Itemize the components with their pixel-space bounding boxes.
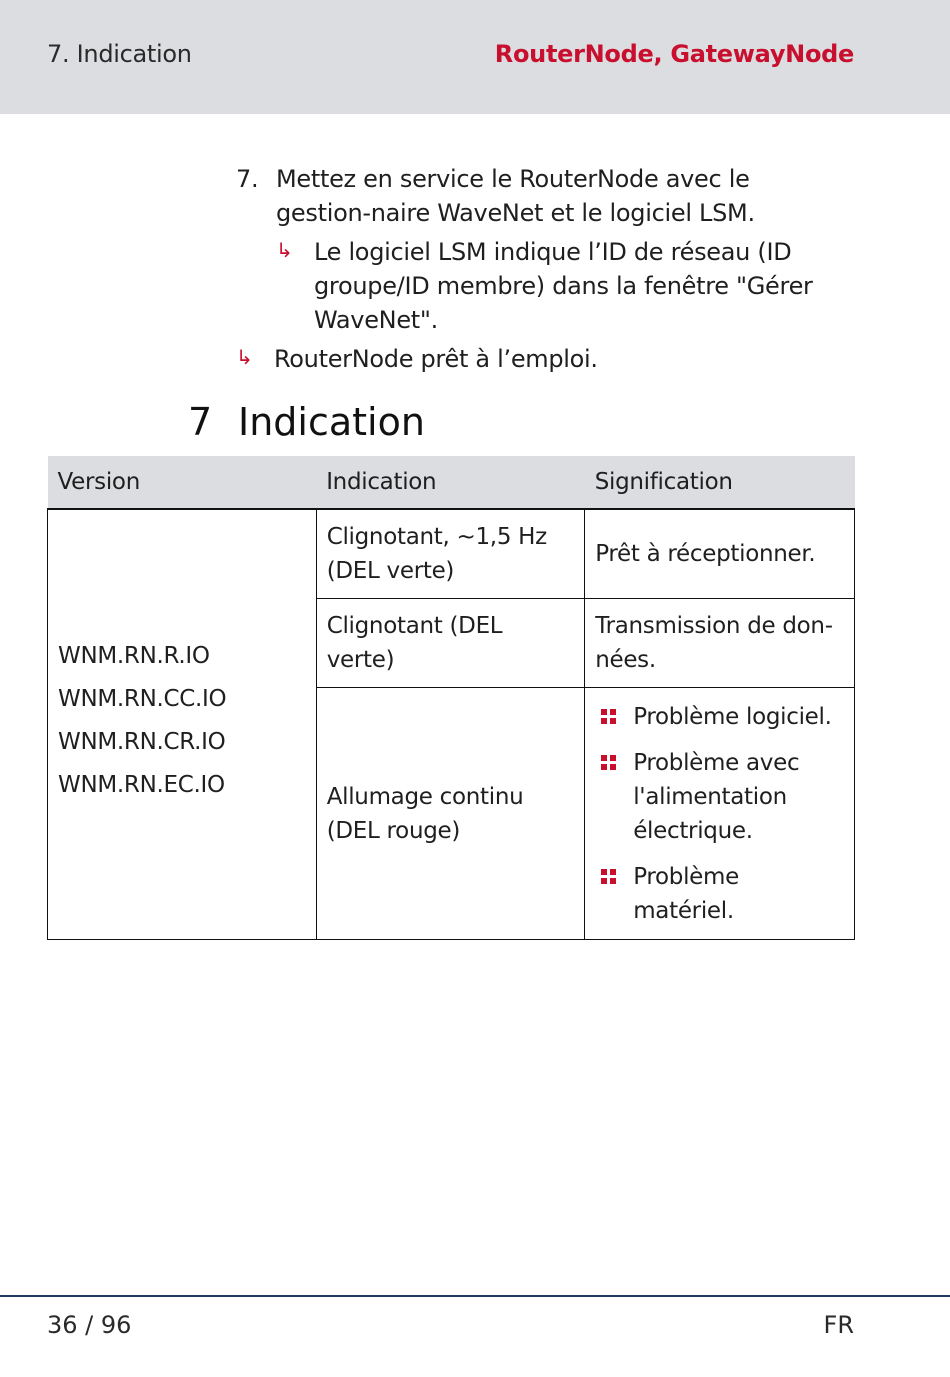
sub-result xyxy=(276,235,836,337)
section-heading xyxy=(188,400,425,444)
column-header-indication: Indication xyxy=(316,456,585,509)
final-result-text: RouterNode prêt à l’emploi. xyxy=(274,345,598,373)
header-product-name: RouterNode, GatewayNode xyxy=(494,40,854,68)
column-header-signification: Signification xyxy=(585,456,855,509)
table-row xyxy=(48,509,855,599)
section-number: 7 xyxy=(188,400,213,444)
version-cell xyxy=(48,509,317,940)
list-item-text: Problème avec l'alimentation électrique. xyxy=(633,749,800,844)
signification-cell xyxy=(585,688,855,940)
step-item xyxy=(236,162,836,337)
step-number: 7. xyxy=(236,165,259,193)
final-result xyxy=(236,342,836,376)
indication-cell: Clignotant (DEL verte) xyxy=(316,599,585,688)
list-item xyxy=(595,746,844,848)
list-item-text: Problème matériel. xyxy=(633,863,739,924)
column-header-version: Version xyxy=(48,456,317,509)
signification-list xyxy=(595,700,844,928)
list-item xyxy=(595,860,844,928)
red-square-bullet-icon xyxy=(601,709,617,725)
sub-result-text: Le logiciel LSM indique l’ID de réseau (ID groupe/ID membre) dans la fenêtre "Gérer WaveNet". xyxy=(314,238,813,334)
version-item: WNM.RN.R.IO xyxy=(58,642,210,669)
header-section-title: 7. Indication xyxy=(47,40,192,68)
version-item: WNM.RN.CR.IO xyxy=(58,728,226,755)
list-item-text: Problème logiciel. xyxy=(633,703,832,730)
section-title: Indication xyxy=(238,400,425,444)
signification-cell: Transmission de don-nées. xyxy=(585,599,855,688)
version-item: WNM.RN.CC.IO xyxy=(58,685,227,712)
red-square-bullet-icon xyxy=(601,755,617,771)
indication-table xyxy=(47,456,855,940)
indication-cell: Clignotant, ~1,5 Hz (DEL verte) xyxy=(316,509,585,599)
table-header-row xyxy=(48,456,855,509)
indication-cell: Allumage continu (DEL rouge) xyxy=(316,688,585,940)
instruction-steps xyxy=(236,162,836,376)
language-code: FR xyxy=(823,1311,854,1339)
version-item: WNM.RN.EC.IO xyxy=(58,771,225,798)
list-item xyxy=(595,700,844,734)
footer-divider xyxy=(0,1295,950,1297)
signification-cell: Prêt à réceptionner. xyxy=(585,509,855,599)
red-square-bullet-icon xyxy=(601,869,617,885)
arrow-return-icon: ↳ xyxy=(236,345,253,369)
arrow-return-icon: ↳ xyxy=(276,238,293,262)
step-text: Mettez en service le RouterNode avec le gestion-naire WaveNet et le logiciel LSM. xyxy=(276,165,755,227)
page-number: 36 / 96 xyxy=(47,1311,132,1339)
